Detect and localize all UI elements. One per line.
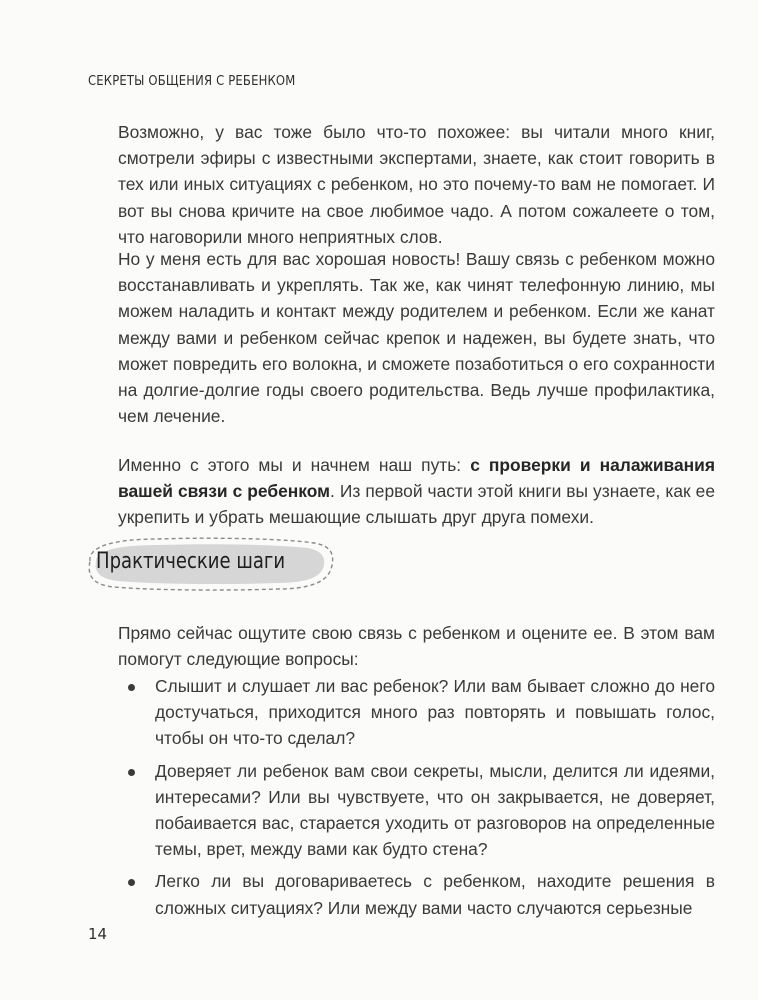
question-list [128,673,715,927]
list-item [128,758,715,863]
list-item-text: Легко ли вы договариваетесь с ребенком, находите решения в сложных ситуациях? Или между вами часто случаются серьезные [155,871,715,918]
paragraph-path-start: Именно с этого мы и начнем наш путь: [118,455,471,475]
bullet-icon [128,769,135,776]
list-item-text: Доверяет ли ребенок вам свои секреты, мысли, делится ли идеями, интересами? Или вы чувствуете, что он закрывается, не доверяет, побаивается вас, старается уходить от разговоров на определенные темы, врет, между вами как будто стена? [155,760,715,860]
paragraph-path-end: . Из первой части этой книги вы узнаете, как ее укрепить и убрать мешающие слышать друг друга помехи. [118,481,715,528]
paragraph-intro: Возможно, у вас тоже было что-то похожее: вы читали много книг, смотрели эфиры с известными экспертами, знаете, как стоит говорить в тех или иных ситуациях с ребенком, но это почему-то вам не помогает. И вот вы снова кричите на свое любимое чадо. А потом сожалеете о том, что наговорили много неприятных слов. [118,122,715,247]
paragraph-path-emphasis: с проверки и налаживания вашей связи с ребенком [118,455,715,502]
paragraph-questions-intro: Прямо сейчас ощутите свою связь с ребенком и оцените ее. В этом вам помогут следующие вопросы: [118,623,715,670]
running-head: СЕКРЕТЫ ОБЩЕНИЯ С РЕБЕНКОМ [88,73,296,89]
page-number: 14 [88,925,108,943]
bullet-icon [128,684,135,691]
paragraph-good-news: Но у меня есть для вас хорошая новость! Вашу связь с ребенком можно восстанавливать и укреплять. Так же, как чинят телефонную линию, мы можем наладить и контакт между родителем и ребенком. Если же канат между вами и ребенком сейчас крепок и надежен, вы будете знать, что может повредить его волокна, и сможете позаботиться о его сохранности на долгие-долгие годы своего родительства. Ведь лучше профилактика, чем лечение. [118,249,715,427]
list-item [128,868,715,920]
section-title: Практические шаги [96,549,286,574]
section-badge [78,535,336,593]
list-item [128,673,715,752]
paragraph-path [118,452,715,531]
bullet-icon [128,879,135,886]
list-item-text: Слышит и слушает ли вас ребенок? Или вам бывает сложно до него достучаться, приходится много раз повторять и повышать голос, чтобы он что-то сделал? [155,676,715,749]
